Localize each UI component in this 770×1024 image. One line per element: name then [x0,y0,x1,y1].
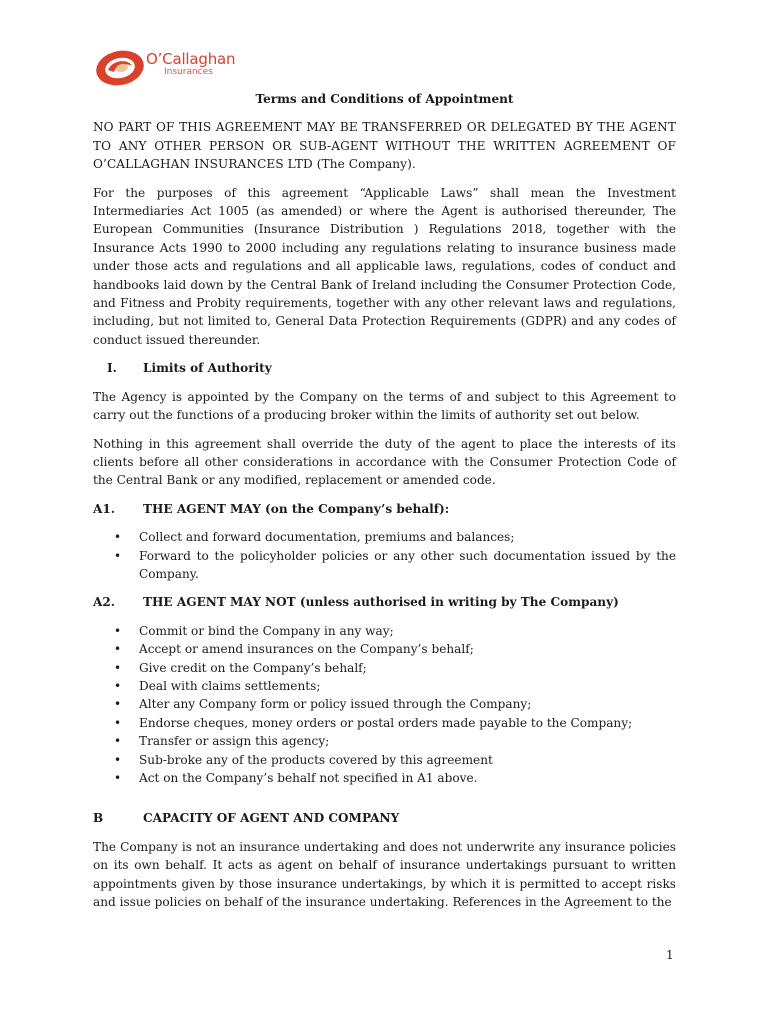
section-title: Limits of Authority [143,361,272,376]
section-number: A1. [93,501,116,516]
bullet-icon: • [114,548,122,563]
section-title: THE AGENT MAY NOT (unless authorised in writing by The Company) [143,595,619,610]
bullet-icon: • [114,715,122,730]
section-heading-limits [93,359,676,377]
limits-paragraph-2: Nothing in this agreement shall override the duty of the agent to place the interests of its clients before all other considerations in accordance with the Consumer Protection Code of the Central Bank or any modified, replacement or amended code. [93,436,676,488]
document-body [93,88,676,921]
bullet-icon: • [114,642,122,657]
page-number: 1 [666,948,674,962]
applicable-laws-paragraph: For the purposes of this agreement “Applicable Laws” shall mean the Investment Intermediaries Act 1005 (as amended) or where the Agent is authorised thereunder, The European Communities (Insurance Distribution ) Regulations 2018, together with the Insurance Acts 1990 to 2000 including any regulations relating to insurance business made under those acts and regulations and all applicable laws, regulations, codes of conduct and handbooks laid down by the Central Bank of Ireland including the Consumer Protection Code, and Fitness and Probity requirements, together with any other relevant laws and regulations, including, but not limited to, General Data Protection Requirements (GDPR) and any codes of conduct issued thereunder. [93,185,676,347]
list-item: • Give credit on the Company’s behalf; [93,659,676,677]
section-heading-b [93,809,676,827]
list-item: • Alter any Company form or policy issued through the Company; [93,695,676,713]
bullet-icon: • [114,697,122,712]
limits-paragraph-1: The Agency is appointed by the Company on the terms of and subject to this Agreement to carry out the functions of a producing broker within the limits of authority set out below. [93,389,676,423]
list-item: • Commit or bind the Company in any way; [93,622,676,640]
bullet-icon: • [114,771,122,785]
list-item: • Accept or amend insurances on the Company’s behalf; [93,640,676,658]
agent-may-list [93,528,676,583]
agent-may-not-list [93,622,676,788]
bullet-icon: • [114,752,122,767]
list-item: • Transfer or assign this agency; [93,732,676,750]
list-item: • Sub-broke any of the products covered by this agreement [93,751,676,769]
section-title: THE AGENT MAY (on the Company’s behalf): [143,501,450,516]
section-number: A2. [93,595,116,610]
intro-paragraph: NO PART OF THIS AGREEMENT MAY BE TRANSFERRED OR DELEGATED BY THE AGENT TO ANY OTHER PERSON OR SUB-AGENT WITHOUT THE WRITTEN AGREEMENT OF O’CALLAGHAN INSURANCES LTD (The Company). [93,120,676,172]
section-number: B [93,811,104,826]
section-number: I. [107,361,117,376]
section-heading-a1 [93,500,676,518]
bullet-icon: • [114,734,122,749]
list-item: • Endorse cheques, money orders or postal orders made payable to the Company; [93,714,676,732]
logo-swirl-icon [94,46,148,90]
section-title: CAPACITY OF AGENT AND COMPANY [143,811,400,826]
bullet-icon: • [114,530,122,545]
document-title: Terms and Conditions of Appointment [255,92,514,106]
list-item: • Collect and forward documentation, premiums and balances; [93,528,676,546]
bullet-icon: • [114,660,122,675]
list-item: • Forward to the policyholder policies or any other such documentation issued by the Company. [114,548,676,581]
list-item: • Act on the Company’s behalf not specified in A1 above. [93,769,676,787]
list-item: • Deal with claims settlements; [93,677,676,695]
bullet-icon: • [114,623,122,638]
company-logo [94,46,254,90]
capacity-paragraph: The Company is not an insurance undertaking and does not underwrite any insurance policies on its own behalf. It acts as agent on behalf of insurance undertakings pursuant to written appointments given by those insurance undertakings, by which it is permitted to accept risks and issue policies on behalf of the insurance undertaking. References in the Agreement to the [93,839,676,910]
bullet-icon: • [114,678,122,693]
logo-name: O’Callaghan [146,50,236,68]
logo-subtitle: Insurances [164,67,213,77]
section-heading-a2 [93,593,676,611]
